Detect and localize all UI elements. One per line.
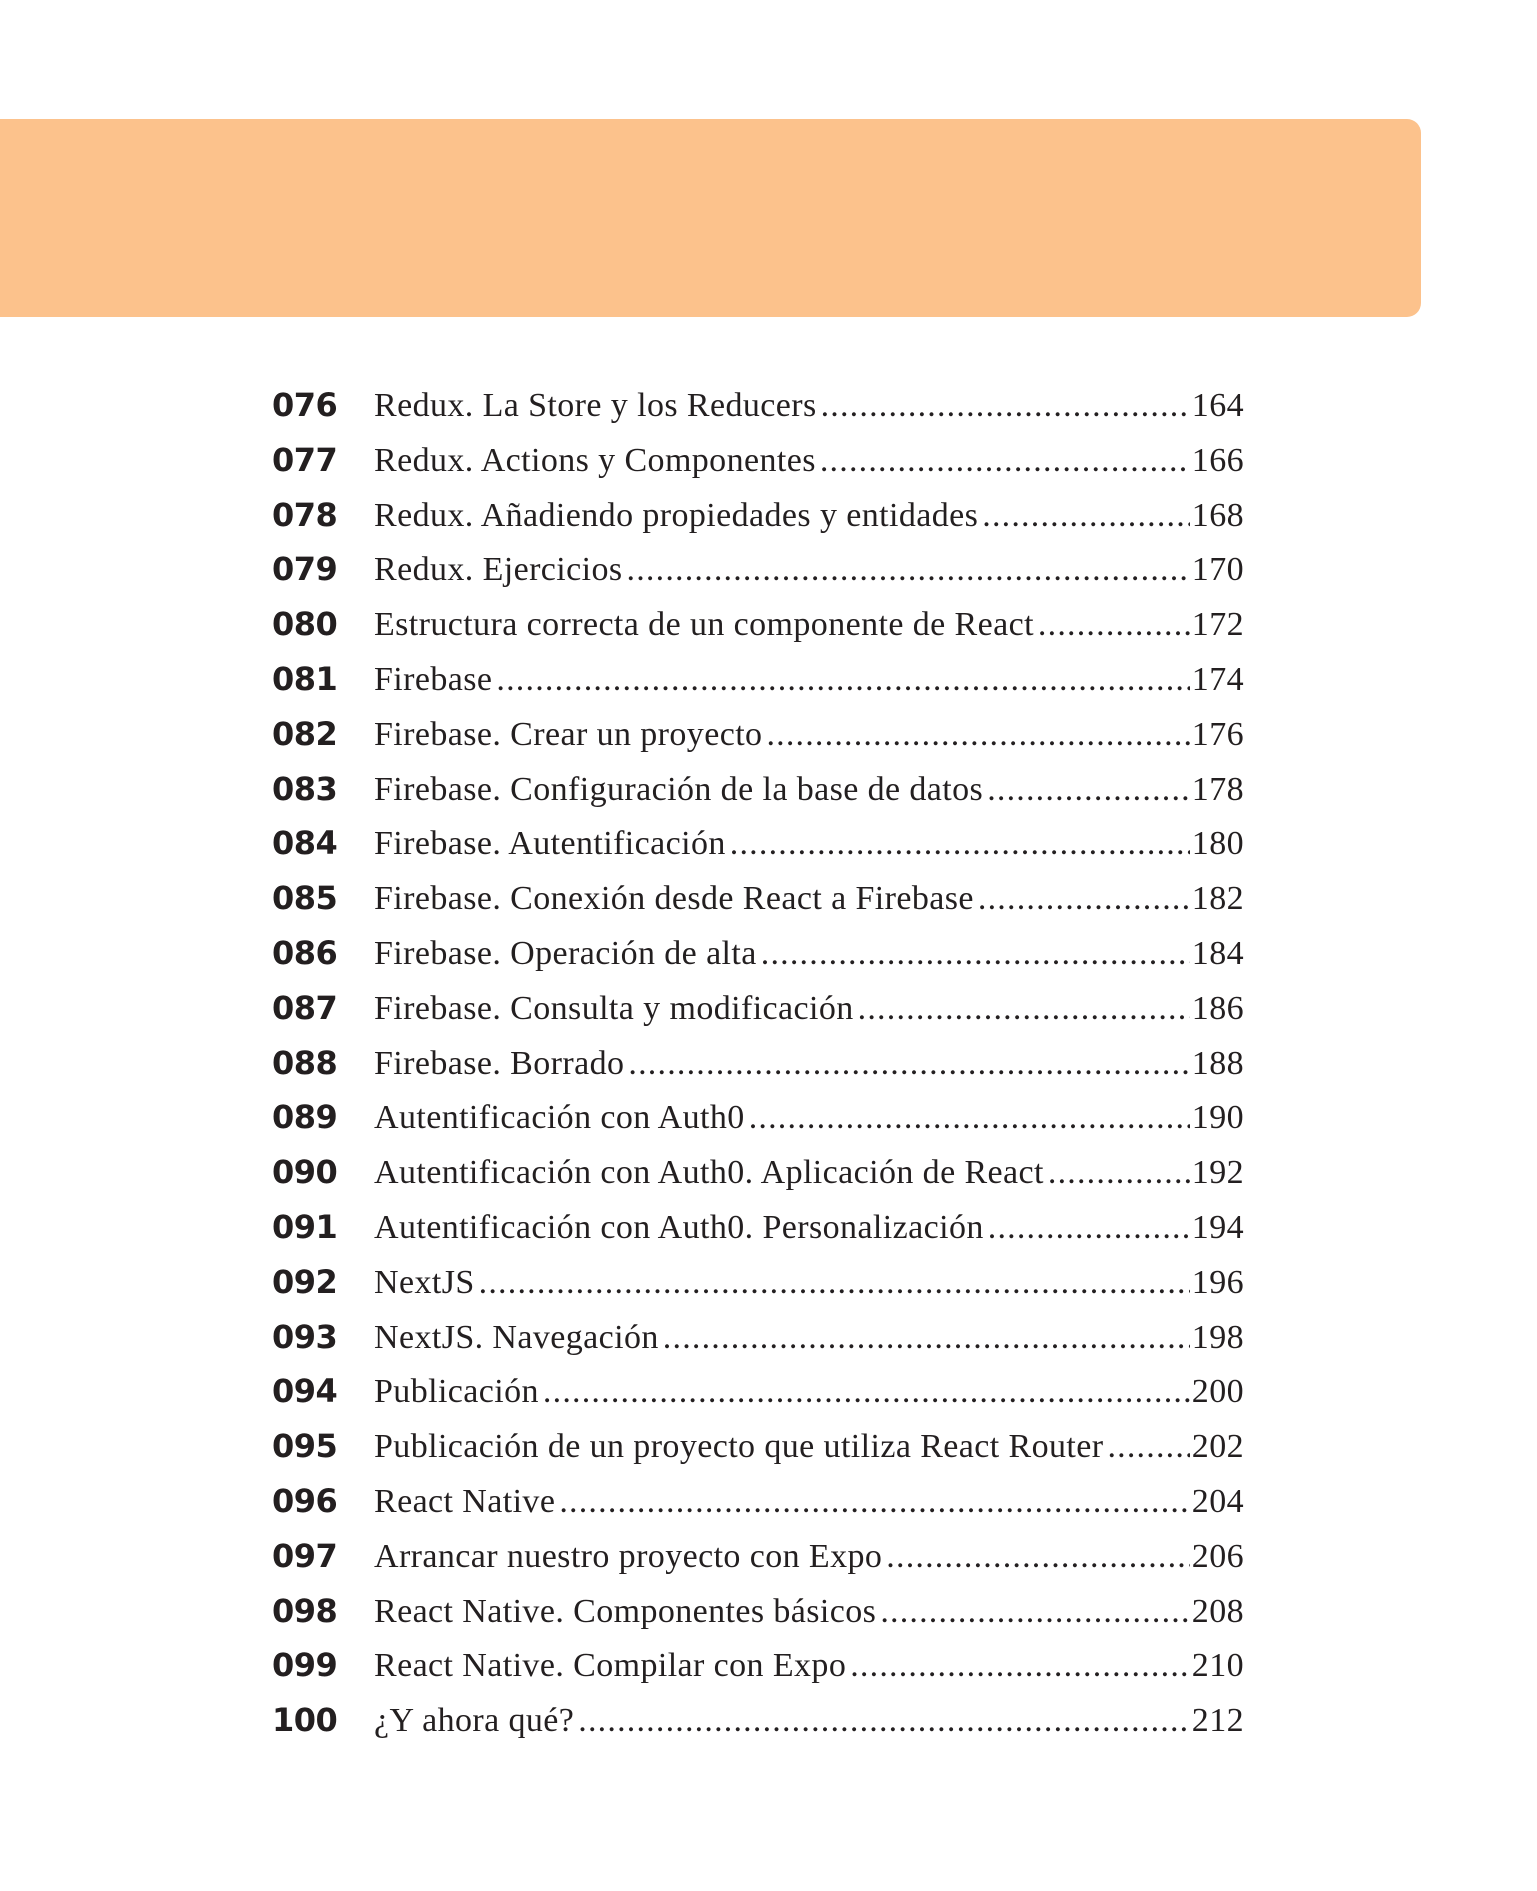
- entry-page-number: 212: [1191, 1702, 1244, 1740]
- entry-title: Firebase: [374, 660, 493, 698]
- entry-page-number: 180: [1191, 825, 1244, 863]
- entry-number: 080: [272, 605, 338, 644]
- entry-line: [374, 387, 1244, 425]
- entry-number: 084: [272, 824, 338, 863]
- toc-entry-090[interactable]: [272, 1153, 1244, 1208]
- entry-number: 091: [272, 1207, 338, 1246]
- dot-leader: [1048, 1154, 1190, 1192]
- entry-number: 099: [272, 1646, 338, 1685]
- entry-title: React Native: [374, 1482, 556, 1520]
- entry-line: [374, 551, 1244, 589]
- entry-page-number: 200: [1191, 1373, 1244, 1411]
- entry-title: NextJS. Navegación: [374, 1318, 659, 1356]
- toc-entry-094[interactable]: [272, 1372, 1244, 1427]
- entry-line: [374, 935, 1244, 973]
- entry-page-number: 166: [1191, 441, 1244, 479]
- entry-number: 089: [272, 1098, 338, 1137]
- entry-number: 088: [272, 1043, 338, 1082]
- entry-page-number: 198: [1191, 1318, 1244, 1356]
- toc-entry-087[interactable]: [272, 989, 1244, 1044]
- dot-leader: [559, 1483, 1189, 1521]
- entry-line: [374, 1702, 1244, 1740]
- toc-entry-082[interactable]: [272, 715, 1244, 770]
- entry-page-number: 210: [1191, 1647, 1244, 1685]
- entry-line: [374, 716, 1244, 754]
- entry-number: 094: [272, 1372, 338, 1411]
- toc-entry-099[interactable]: [272, 1646, 1244, 1701]
- entry-number: 087: [272, 988, 338, 1027]
- entry-title: React Native. Compilar con Expo: [374, 1647, 847, 1685]
- dot-leader: [880, 1593, 1189, 1631]
- entry-page-number: 188: [1191, 1044, 1244, 1082]
- entry-page-number: 204: [1191, 1482, 1244, 1520]
- entry-number: 079: [272, 550, 338, 589]
- entry-page-number: 192: [1191, 1154, 1244, 1192]
- entry-line: [374, 606, 1244, 644]
- toc-entry-084[interactable]: [272, 824, 1244, 879]
- entry-number: 077: [272, 440, 338, 479]
- entry-page-number: 176: [1191, 715, 1244, 753]
- toc-entry-083[interactable]: [272, 770, 1244, 825]
- toc-entry-091[interactable]: [272, 1208, 1244, 1263]
- header-band: [0, 119, 1421, 317]
- entry-number: 096: [272, 1481, 338, 1520]
- entry-number: 078: [272, 495, 338, 534]
- dot-leader: [982, 497, 1190, 535]
- entry-page-number: 172: [1191, 606, 1244, 644]
- toc-entry-088[interactable]: [272, 1044, 1244, 1099]
- entry-line: [374, 880, 1244, 918]
- entry-title: Firebase. Consulta y modificación: [374, 989, 854, 1027]
- toc-entry-086[interactable]: [272, 934, 1244, 989]
- entry-line: [374, 1593, 1244, 1631]
- dot-leader: [761, 935, 1190, 973]
- toc-entry-098[interactable]: [272, 1592, 1244, 1647]
- toc-entry-096[interactable]: [272, 1482, 1244, 1537]
- entry-line: [374, 1319, 1244, 1357]
- dot-leader: [858, 990, 1190, 1028]
- dot-leader: [821, 387, 1190, 425]
- entry-line: [374, 1483, 1244, 1521]
- entry-title: Firebase. Conexión desde React a Firebase: [374, 880, 974, 918]
- entry-line: [374, 990, 1244, 1028]
- entry-title: Firebase. Operación de alta: [374, 934, 757, 972]
- entry-title: Redux. Actions y Componentes: [374, 441, 816, 479]
- toc-entry-100[interactable]: [272, 1701, 1244, 1756]
- entry-title: NextJS: [374, 1263, 475, 1301]
- dot-leader: [987, 771, 1190, 809]
- toc-entry-076[interactable]: [272, 386, 1244, 441]
- entry-number: 090: [272, 1153, 338, 1192]
- dot-leader: [1107, 1428, 1189, 1466]
- entry-page-number: 178: [1191, 770, 1244, 808]
- entry-line: [374, 1647, 1244, 1685]
- dot-leader: [766, 716, 1189, 754]
- entry-title: Redux. Añadiendo propiedades y entidades: [374, 496, 979, 534]
- entry-title: Firebase. Borrado: [374, 1044, 625, 1082]
- toc-entry-079[interactable]: [272, 550, 1244, 605]
- dot-leader: [663, 1319, 1190, 1357]
- entry-number: 076: [272, 386, 338, 424]
- dot-leader: [730, 825, 1190, 863]
- entry-line: [374, 1099, 1244, 1137]
- entry-page-number: 186: [1191, 989, 1244, 1027]
- entry-line: [374, 1045, 1244, 1083]
- toc-entry-077[interactable]: [272, 441, 1244, 496]
- dot-leader: [978, 880, 1190, 918]
- entry-number: 081: [272, 659, 338, 698]
- toc-entry-081[interactable]: [272, 660, 1244, 715]
- dot-leader: [1038, 606, 1190, 644]
- entry-title: Redux. La Store y los Reducers: [374, 387, 817, 424]
- entry-title: Arrancar nuestro proyecto con Expo: [374, 1537, 883, 1575]
- dot-leader: [749, 1099, 1190, 1137]
- entry-line: [374, 1154, 1244, 1192]
- entry-line: [374, 771, 1244, 809]
- toc-entry-092[interactable]: [272, 1263, 1244, 1318]
- entry-title: React Native. Componentes básicos: [374, 1592, 877, 1630]
- entry-number: 097: [272, 1536, 338, 1575]
- toc-entry-089[interactable]: [272, 1098, 1244, 1153]
- entry-line: [374, 1538, 1244, 1576]
- entry-line: [374, 1209, 1244, 1247]
- entry-page-number: 202: [1191, 1428, 1244, 1466]
- toc-entry-095[interactable]: [272, 1427, 1244, 1482]
- entry-page-number: 194: [1191, 1208, 1244, 1246]
- entry-number: 086: [272, 933, 338, 972]
- dot-leader: [627, 551, 1190, 589]
- entry-title: ¿Y ahora qué?: [374, 1702, 575, 1740]
- toc-entry-093[interactable]: [272, 1318, 1244, 1373]
- entry-title: Autentificación con Auth0: [374, 1099, 745, 1137]
- dot-leader: [886, 1538, 1190, 1576]
- table-of-contents: [272, 386, 1244, 1756]
- entry-number: 085: [272, 879, 338, 918]
- dot-leader: [578, 1702, 1190, 1740]
- dot-leader: [820, 442, 1190, 480]
- entry-line: [374, 1264, 1244, 1302]
- entry-number: 093: [272, 1317, 338, 1356]
- entry-title: Redux. Ejercicios: [374, 551, 623, 589]
- entry-number: 100: [272, 1701, 338, 1740]
- entry-page-number: 208: [1191, 1592, 1244, 1630]
- entry-line: [374, 1428, 1244, 1466]
- entry-page-number: 170: [1191, 551, 1244, 589]
- entry-title: Publicación: [374, 1373, 539, 1411]
- entry-line: [374, 825, 1244, 863]
- dot-leader: [988, 1209, 1190, 1247]
- dot-leader: [543, 1373, 1190, 1411]
- dot-leader: [479, 1264, 1190, 1302]
- entry-number: 083: [272, 769, 338, 808]
- entry-line: [374, 661, 1244, 699]
- entry-page-number: 196: [1191, 1263, 1244, 1301]
- dot-leader: [850, 1647, 1190, 1685]
- entry-line: [374, 497, 1244, 535]
- entry-number: 082: [272, 714, 338, 753]
- entry-title: Publicación de un proyecto que utiliza React Router: [374, 1428, 1104, 1466]
- entry-page-number: 206: [1191, 1537, 1244, 1575]
- entry-page-number: 184: [1191, 934, 1244, 972]
- dot-leader: [628, 1045, 1189, 1083]
- entry-page-number: 174: [1191, 660, 1244, 698]
- entry-line: [374, 1373, 1244, 1411]
- toc-entry-085[interactable]: [272, 879, 1244, 934]
- entry-title: Autentificación con Auth0. Personalización: [374, 1208, 984, 1246]
- toc-entry-080[interactable]: [272, 605, 1244, 660]
- entry-page-number: 190: [1191, 1099, 1244, 1137]
- entry-page-number: 182: [1191, 880, 1244, 918]
- entry-title: Firebase. Configuración de la base de datos: [374, 770, 984, 808]
- entry-title: Estructura correcta de un componente de React: [374, 606, 1034, 644]
- entry-title: Firebase. Crear un proyecto: [374, 715, 763, 753]
- entry-line: [374, 442, 1244, 480]
- entry-page-number: 164: [1191, 387, 1244, 424]
- toc-entry-097[interactable]: [272, 1537, 1244, 1592]
- entry-number: 095: [272, 1427, 338, 1466]
- entry-number: 092: [272, 1262, 338, 1301]
- toc-entry-078[interactable]: [272, 496, 1244, 551]
- entry-page-number: 168: [1191, 496, 1244, 534]
- entry-title: Firebase. Autentificación: [374, 825, 726, 863]
- dot-leader: [496, 661, 1189, 699]
- entry-number: 098: [272, 1591, 338, 1630]
- entry-title: Autentificación con Auth0. Aplicación de React: [374, 1154, 1044, 1192]
